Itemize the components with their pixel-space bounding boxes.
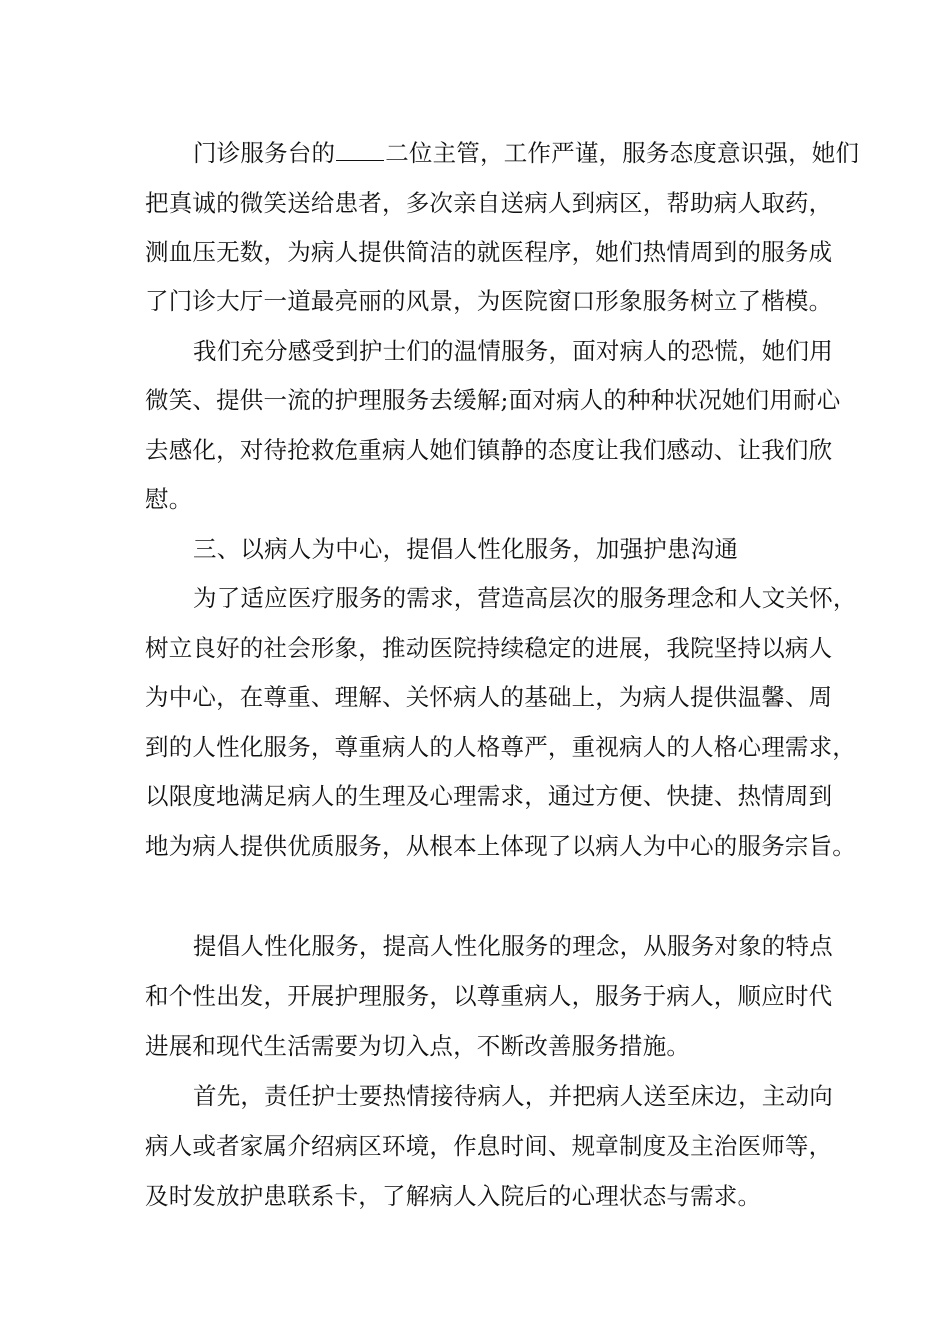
section-heading: 三、以病人为中心，提倡人性化服务，加强护患沟通 xyxy=(193,535,739,563)
paragraph-5-line-1: 首先，责任护士要热情接待病人，并把病人送至床边，主动向 xyxy=(193,1082,833,1110)
text-segment: 二位主管，工作严谨，服务态度意识强，她们 xyxy=(385,139,860,167)
paragraph-3-line-5: 以限度地满足病人的生理及心理需求，通过方便、快捷、热情周到 xyxy=(145,782,833,810)
paragraph-3-line-6: 地为病人提供优质服务，从根本上体现了以病人为中心的服务宗旨。 xyxy=(145,832,856,860)
paragraph-2-line-3: 去感化，对待抢救危重病人她们镇静的态度让我们感动、让我们欣 xyxy=(145,436,833,464)
paragraph-1-line-1 xyxy=(193,138,859,168)
paragraph-4-line-1: 提倡人性化服务，提高人性化服务的理念，从服务对象的特点 xyxy=(193,932,833,960)
paragraph-2-line-1: 我们充分感受到护士们的温情服务，面对病人的恐慌，她们用 xyxy=(193,337,833,365)
paragraph-1-line-4: 了门诊大厅一道最亮丽的风景，为医院窗口形象服务树立了楷模。 xyxy=(145,287,833,315)
paragraph-3-line-1: 为了适应医疗服务的需求，营造高层次的服务理念和人文关怀， xyxy=(193,584,857,612)
paragraph-3-line-3: 为中心，在尊重、理解、关怀病人的基础上，为病人提供温馨、周 xyxy=(145,683,833,711)
paragraph-1-line-2: 把真诚的微笑送给患者，多次亲自送病人到病区，帮助病人取药， xyxy=(145,189,833,217)
text-segment: 门诊服务台的 xyxy=(193,139,336,167)
paragraph-2-line-4: 慰。 xyxy=(145,485,193,513)
paragraph-2-line-2: 微笑、提供一流的护理服务去缓解;面对病人的种种状况她们用耐心 xyxy=(145,386,841,414)
paragraph-4-line-3: 进展和现代生活需要为切入点，不断改善服务措施。 xyxy=(145,1032,691,1060)
paragraph-5-line-2: 病人或者家属介绍病区环境，作息时间、规章制度及主治医师等， xyxy=(145,1132,833,1160)
paragraph-5-line-3: 及时发放护患联系卡，了解病人入院后的心理状态与需求。 xyxy=(145,1182,762,1210)
paragraph-1-line-3: 测血压无数，为病人提供简洁的就医程序，她们热情周到的服务成 xyxy=(145,238,833,266)
paragraph-3-line-4: 到的人性化服务，尊重病人的人格尊严，重视病人的人格心理需求， xyxy=(145,733,856,761)
paragraph-4-line-2: 和个性出发，开展护理服务，以尊重病人，服务于病人，顺应时代 xyxy=(145,982,833,1010)
paragraph-3-line-2: 树立良好的社会形象，推动医院持续稳定的进展，我院坚持以病人 xyxy=(145,634,833,662)
fill-in-blank xyxy=(336,138,384,161)
